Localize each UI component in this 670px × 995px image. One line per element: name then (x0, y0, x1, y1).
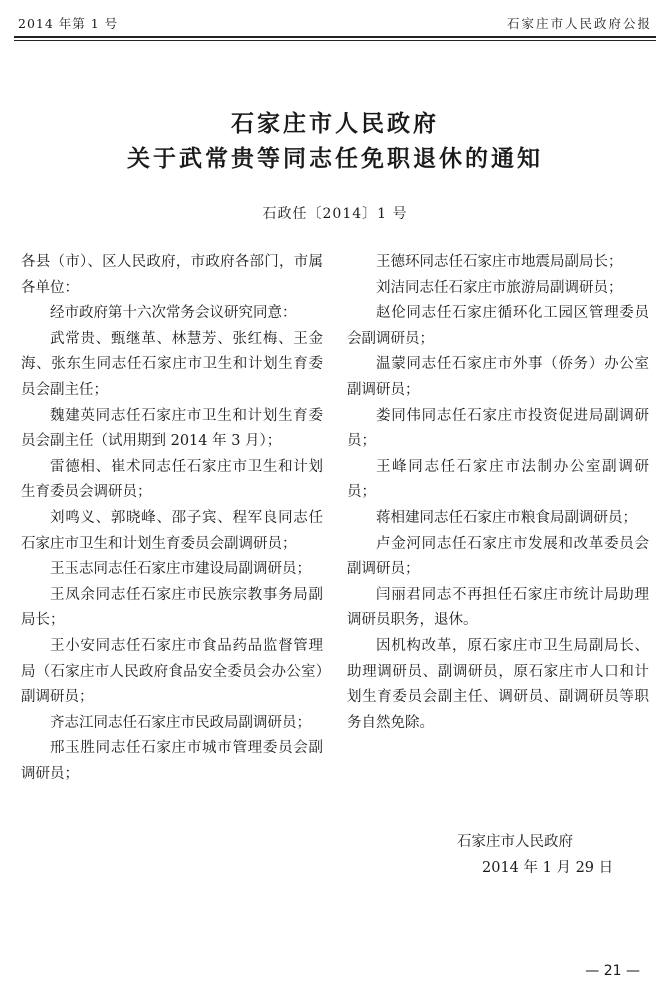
issue-label: 2014 年第 1 号 (18, 16, 119, 31)
document-number: 石政任〔2014〕1 号 (262, 206, 408, 222)
paragraph: 雷德相、崔术同志任石家庄市卫生和计划生育委员会调研员； (21, 458, 323, 501)
paragraph: 经市政府第十六次常务会议研究同意： (50, 305, 297, 322)
paragraph: 武常贵、甄继革、林慧芳、张红梅、王金海、张东生同志任石家庄市卫生和计划生育委员会副主任； (21, 330, 323, 398)
paragraph: 娄同伟同志任石家庄市投资促进局副调研员； (347, 407, 649, 450)
paragraph: 王峰同志任石家庄市法制办公室副调研员； (347, 458, 649, 501)
paragraph: 魏建英同志任石家庄市卫生和计划生育委员会副主任（试用期到 2014 年 3 月）； (21, 407, 323, 450)
paragraph: 邢玉胜同志任石家庄市城市管理委员会副调研员； (21, 740, 323, 782)
page-header (14, 12, 656, 34)
paragraph: 刘鸣义、郭晓峰、邵子宾、程军良同志任石家庄市卫生和计划生育委员会副调研员； (21, 509, 323, 552)
paragraph: 刘洁同志任石家庄市旅游局副调研员； (376, 279, 623, 296)
header-rule-thin (14, 40, 656, 41)
paragraph: 因机构改革，原石家庄市卫生局副局长、助理调研员、副调研员，原石家庄市人口和计划生育委员会副主任、调研员、副调研员等职务自然免除。 (347, 637, 649, 731)
paragraph: 王德环同志任石家庄市地震局副局长； (376, 254, 623, 270)
addressee: 各县（市）、区人民政府，市政府各部门，市属各单位： (21, 254, 323, 296)
document-title-line2: 关于武常贵等同志任免职退休的通知 (127, 145, 543, 172)
paragraph: 赵伦同志任石家庄循环化工园区管理委员会副调研员； (347, 305, 649, 347)
signing-organization: 石家庄市人民政府 (457, 834, 573, 850)
signature-block (347, 830, 649, 881)
paragraph: 齐志江同志任石家庄市民政局副调研员； (50, 714, 311, 731)
signing-date: 2014 年 1 月 29 日 (482, 859, 614, 876)
paragraph: 温蒙同志任石家庄市外事（侨务）办公室副调研员； (347, 356, 649, 398)
header-rule-thick (14, 36, 656, 38)
page-number: — 21 — (585, 963, 640, 979)
paragraph: 王玉志同志任石家庄市建设局副调研员； (50, 561, 311, 578)
paragraph: 王小安同志任石家庄市食品药品监督管理局（石家庄市人民政府食品安全委员会办公室）副调研员； (21, 637, 323, 706)
body-column-right (347, 250, 649, 736)
body-column-left (21, 250, 323, 787)
paragraph: 卢金河同志任石家庄市发展和改革委员会副调研员； (347, 535, 649, 578)
document-title-line1: 石家庄市人民政府 (231, 110, 439, 137)
paragraph: 蒋相建同志任石家庄市粮食局副调研员； (376, 509, 637, 526)
publication-name: 石家庄市人民政府公报 (506, 16, 652, 31)
paragraph: 闫丽君同志不再担任石家庄市统计局助理调研员职务，退休。 (347, 586, 649, 629)
paragraph: 王凤余同志任石家庄市民族宗教事务局副局长； (21, 586, 323, 629)
